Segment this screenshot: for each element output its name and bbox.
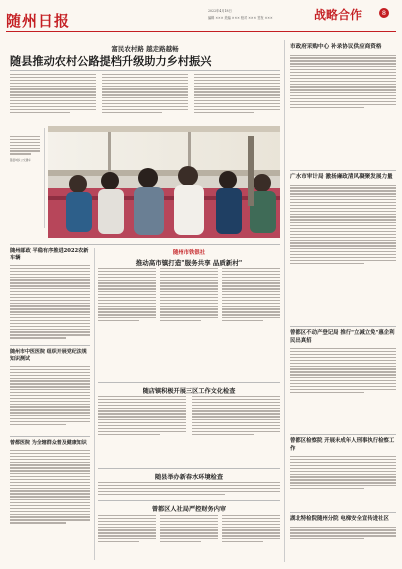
article-r1-title: 市政府采购中心 补录协议供应商资格 — [290, 44, 382, 50]
article-a4-header — [98, 248, 280, 267]
page-number-badge — [379, 8, 389, 18]
article-r1 — [290, 44, 396, 108]
lead-body-col-1 — [10, 74, 96, 113]
article-r2 — [290, 174, 396, 264]
article-a4-kicker: 随州市铁银社 — [172, 250, 206, 256]
lead-body-col-3 — [194, 74, 280, 113]
photo-caption-box — [10, 128, 45, 228]
a2-a3-rule — [10, 436, 90, 437]
article-a2 — [10, 349, 90, 425]
article-r3 — [290, 330, 396, 393]
left-briefs-rule — [10, 244, 280, 245]
r4-r5-rule — [290, 512, 396, 513]
article-a4-body-3 — [222, 268, 280, 321]
r1-r2-rule — [290, 170, 396, 171]
article-a2-title: 随州市中医医院 组织开展党纪法规知识测试 — [10, 349, 87, 362]
article-a6-body-3 — [222, 515, 280, 542]
a1-a2-rule — [10, 345, 90, 346]
article-a3 — [10, 440, 90, 524]
lead-kicker: 富民农村路 越走路越畅 — [111, 45, 179, 53]
bus-interior-image — [48, 126, 280, 238]
editor-line: 编辑 ××× 美编 ××× 校对 ××× 签发 ××× — [208, 16, 273, 20]
right-column-divider — [284, 40, 285, 562]
article-r1-body — [290, 55, 396, 108]
article-a1 — [10, 248, 90, 339]
a6-top-rule — [98, 500, 280, 501]
article-a1-title: 随州邮政 平稳有序推进2022农新车辆 — [10, 248, 89, 261]
masthead — [0, 0, 402, 38]
article-a7-body — [98, 482, 280, 495]
masthead-rule — [6, 31, 396, 32]
page-number: 8 — [381, 9, 387, 17]
lead-headline: 随县推动农村公路提档升级助力乡村振兴 — [10, 54, 212, 68]
photo-caption-lines — [10, 136, 40, 155]
newspaper-logo: 随州日报 — [6, 12, 71, 30]
article-r5-body — [290, 527, 396, 540]
article-a5-body-2 — [192, 396, 280, 435]
article-a7-title: 随县举办新春水环境检查 — [154, 474, 224, 481]
article-r3-body — [290, 348, 396, 393]
photo-caption: 随县城乡公交通车 — [10, 158, 31, 162]
r2-r3-rule — [290, 326, 396, 327]
section-title: 战略合作 — [314, 8, 363, 22]
article-a5-body-1 — [98, 396, 186, 435]
article-a3-title: 曾都医院 为全辖群众普及健康知识 — [10, 440, 87, 446]
article-a6-body-2 — [160, 515, 218, 542]
lead-headline-rule — [10, 70, 280, 71]
article-r4-body — [290, 456, 396, 489]
date-line: 2022年4月18日 — [208, 9, 232, 13]
article-r2-body — [290, 185, 396, 264]
article-a4-title: 推动高市镇打造"服务共享 品质新村" — [135, 259, 243, 267]
article-a4-body-1 — [98, 268, 156, 321]
article-r4-title: 曾都区检察院 开展未成年人刑事执行检察工作 — [290, 438, 395, 452]
article-r5-title: 湖北特检院随州分院 电梯安全宣传进社区 — [290, 516, 389, 522]
a5-top-rule — [98, 382, 280, 383]
article-r2-title: 广水市审计局 激扬廉政清风凝聚发展力量 — [290, 174, 393, 180]
article-a1-body — [10, 265, 90, 339]
article-a2-body — [10, 366, 90, 425]
article-a6-body-1 — [98, 515, 156, 542]
article-a5-title: 随店镇积极开展三区工作文化检查 — [142, 388, 236, 395]
article-r3-title: 曾都区不动产登记局 推行"立减立免"惠企利民出真招 — [290, 330, 395, 344]
lead-photo — [48, 126, 280, 238]
article-a4-body-2 — [160, 268, 218, 321]
left-column-divider — [94, 248, 95, 560]
a7-top-rule — [98, 468, 280, 469]
lead-body-col-2 — [102, 74, 188, 113]
r3-r4-rule — [290, 434, 396, 435]
article-r4 — [290, 438, 396, 489]
article-r5 — [290, 516, 396, 539]
article-a6-title: 曾都区人社局严控财务内审 — [151, 506, 227, 513]
article-a3-body — [10, 450, 90, 524]
